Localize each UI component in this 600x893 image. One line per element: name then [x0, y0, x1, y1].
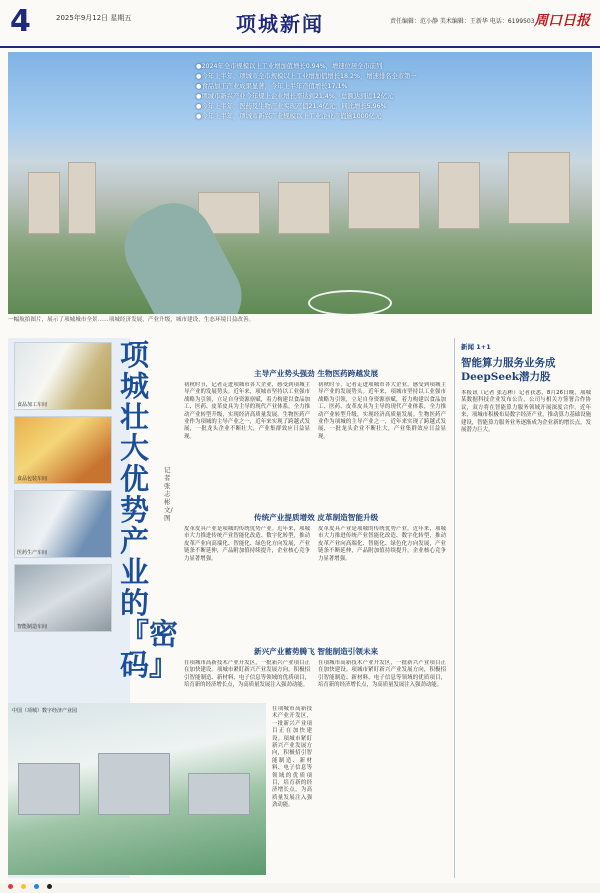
color-registration-dots: [8, 874, 592, 880]
machine-shape: [98, 753, 170, 815]
photo-caption: 一幅航拍图片，展示了项城城市全景……项城经济发展，产业升级，城市建设，生态环境日益改善。: [8, 317, 255, 323]
photo-label: 食品包装车间: [17, 476, 48, 482]
machine-shape: [188, 773, 250, 815]
stat-bullet: ●项城市新兴产业今年规上企业增长率达到21.4%，总额达到近12亿元: [196, 93, 394, 100]
article-text: 在项城市高新技术产业开发区，一批新兴产业项目正在加快建设。项城市紧盯新兴产业发展方向，积极招引智能制造、新材料、电子信息等领域的优质项目，培育新的经济增长点，为高质量发展注入强劲动能。: [184, 660, 310, 689]
stat-bullet: ●今年上半年，项城市全市规模以上工业增加值增长18.2%，增速排名全市第一: [196, 73, 417, 80]
photo-label: 食品加工车间: [17, 402, 48, 408]
dot: [21, 884, 26, 889]
dot: [34, 884, 39, 889]
right-news-column: [454, 338, 595, 878]
stat-bullet: ●食品加工产业成果显著，今年上半年产值增长17.1%: [196, 83, 348, 90]
side-headline: 智能算力服务业务成DeepSeek潜力股: [461, 357, 556, 383]
stat-bullet: ●2024年全市规模以上工业增加值增长0.94%，增速位居全市前列: [196, 63, 383, 70]
section-heading: 主导产业势头强劲 生物医药跨越发展: [254, 369, 379, 378]
main-headline: 项城壮大优势产业的『密码』: [120, 338, 179, 682]
building-shape: [68, 162, 96, 234]
stat-bullet: ●今年上半年，医药及生物产业实现产值21.4亿元，同比增长5.96%: [196, 103, 387, 110]
park-circle: [308, 290, 392, 314]
stats-bullets: [196, 62, 586, 122]
photo-label: 医药生产车间: [17, 550, 48, 556]
page-number: 4: [10, 4, 31, 39]
photo-label: 智能制造车间: [17, 624, 48, 630]
article-text: 在项城市高新技术产业开发区，一批新兴产业项目正在加快建设。项城市紧盯新兴产业发展方向，积极招引智能制造、新材料、电子信息等领域的优质项目，培育新的经济增长点，为高质量发展注入强劲动能。: [272, 706, 312, 809]
building-shape: [278, 182, 330, 234]
editor-credits: 责任编辑：范小静 美术编辑：王新华 电话：6199503: [390, 18, 535, 25]
building-shape: [348, 172, 420, 229]
newspaper-logo: 周口日报: [534, 13, 590, 29]
reporter-byline: 记者 张志彬 文/图: [164, 466, 173, 522]
article-text: 初秋时节，记者走进项城市各大企业，感受到项城主导产业的发展势头。近年来，项城市坚持以工业强市战略为引领，立足自身资源禀赋，着力构建以食品加工、医药、皮革皮具为主导的现代产业体系，全力推动产业转型升级，实现经济高质量发展。生物医药产业作为项城的主导产业之一，近年来实现了跨越式发展，一批龙头企业不断壮大，产业集群效应日益显现。: [184, 382, 310, 440]
factory-photo: [14, 564, 112, 632]
article-text: 皮革皮具产业是项城的传统优势产业。近年来，项城市大力推进传统产业智能化改造、数字化转型，推动皮革产业向高端化、智能化、绿色化方向发展，产业链条不断延伸，产品附加值持续提升，企业核心竞争力显著增强。: [184, 526, 310, 562]
side-article-text: 本报讯（记者 张志彬）记者获悉，8月26日晚，项城某数据科技企业发布公告，公司与相关方签署合作协议，双方将在智能算力服务领域开展深度合作。近年来，项城市积极布局数字经济产业，推动算力基础设施建设，智能算力服务业务逐渐成为企业新的增长点，发展潜力巨大。: [461, 390, 591, 434]
section-heading: 新兴产业蓄势腾飞 智能制造引领未来: [254, 647, 379, 656]
building-shape: [28, 172, 60, 234]
machine-shape: [18, 763, 80, 815]
issue-date: 2025年9月12日 星期五: [56, 14, 132, 22]
factory-photo: [14, 416, 112, 484]
article-text: 皮革皮具产业是项城的传统优势产业。近年来，项城市大力推进传统产业智能化改造、数字化转型，推动皮革产业向高端化、智能化、绿色化方向发展，产业链条不断延伸，产品附加值持续提升，企业核心竞争力显著增强。: [318, 526, 446, 562]
building-shape: [438, 162, 480, 229]
news-tag: 新闻 1+1: [461, 343, 491, 351]
section-heading: 传统产业提质增效 皮革制造智能升级: [254, 513, 379, 522]
article-text: 在项城市高新技术产业开发区，一批新兴产业项目正在加快建设。项城市紧盯新兴产业发展方向，积极招引智能制造、新材料、电子信息等领域的优质项目，培育新的经济增长点，为高质量发展注入强劲动能。: [318, 660, 446, 689]
section-name: 项城新闻: [236, 12, 324, 36]
photo-label: 中国（项城）数字经济产业园: [12, 708, 78, 714]
building-shape: [508, 152, 570, 224]
article-text: 初秋时节，记者走进项城市各大企业，感受到项城主导产业的发展势头。近年来，项城市坚持以工业强市战略为引领，立足自身资源禀赋，着力构建以食品加工、医药、皮革皮具为主导的现代产业体系，全力推动产业转型升级，实现经济高质量发展。生物医药产业作为项城的主导产业之一，近年来实现了跨越式发展，一批龙头企业不断壮大，产业集群效应日益显现。: [318, 382, 446, 440]
page-header: [0, 0, 600, 48]
factory-photo: [14, 342, 112, 410]
factory-photo: [14, 490, 112, 558]
factory-floor-photo: [8, 703, 266, 875]
dot: [47, 884, 52, 889]
dot: [8, 884, 13, 889]
stat-bullet: ●今年上半年，项城市新兴产业规模以上工业企业产值逾1000亿元: [196, 113, 382, 120]
